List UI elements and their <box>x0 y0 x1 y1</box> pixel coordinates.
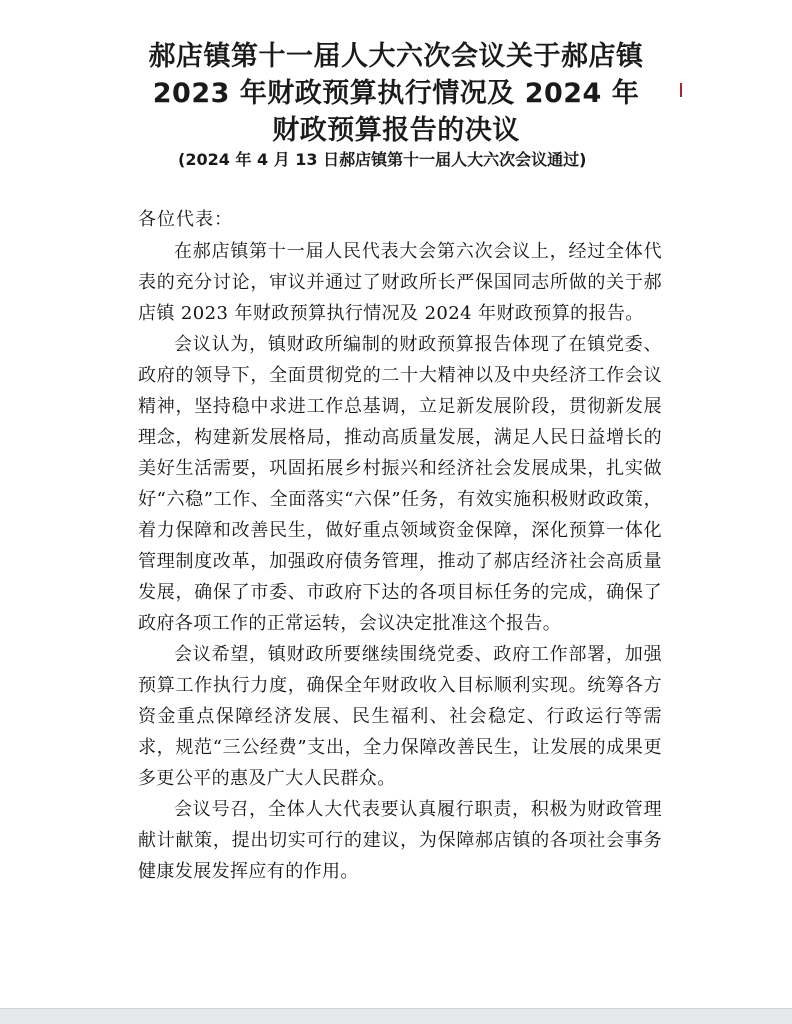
document-title-line-3: 财政预算报告的决议 <box>272 115 520 146</box>
document-body <box>138 236 662 887</box>
paragraph-1: 在郝店镇第十一届人民代表大会第六次会议上，经过全体代表的充分讨论，审议并通过了财政所长严保国同志所做的关于郝店镇 2023 年财政预算执行情况及 2024 年财政预算的报告。 <box>138 241 662 324</box>
viewer-bottom-bar <box>0 1008 792 1024</box>
paragraph-2: 会议认为，镇财政所编制的财政预算报告体现了在镇党委、政府的领导下，全面贯彻党的二十大精神以及中央经济工作会议精神，坚持稳中求进工作总基调，立足新发展阶段，贯彻新发展理念，构建新发展格局，推动高质量发展，满足人民日益增长的美好生活需要，巩固拓展乡村振兴和经济社会发展成果，扎实做好“六稳”工作、全面落实“六保”任务，有效实施积极财政政策，着力保障和改善民生，做好重点领域资金保障，深化预算一体化管理制度改革，加强政府债务管理，推动了郝店经济社会高质量发展，确保了市委、市政府下达的各项目标任务的完成，确保了政府各项工作的正常运转，会议决定批准这个报告。 <box>138 334 662 634</box>
document-subtitle: (2024 年 4 月 13 日郝店镇第十一届人大六次会议通过) <box>178 150 587 169</box>
margin-mark <box>680 83 682 97</box>
paragraph-3: 会议希望，镇财政所要继续围绕党委、政府工作部署，加强预算工作执行力度，确保全年财政收入目标顺利实现。统筹各方资金重点保障经济发展、民生福利、社会稳定、行政运行等需求，规范“三公经费”支出，全力保障改善民生，让发展的成果更多更公平的惠及广大人民群众。 <box>138 644 662 789</box>
paragraph-4: 会议号召，全体人大代表要认真履行职责，积极为财政管理献计献策，提出切实可行的建议，为保障郝店镇的各项社会事务健康发展发挥应有的作用。 <box>138 799 662 882</box>
salutation: 各位代表： <box>138 209 233 230</box>
document-title-line-1: 郝店镇第十一届人大六次会议关于郝店镇 <box>148 41 644 72</box>
document-title-line-2: 2023 年财政预算执行情况及 2024 年 <box>152 78 640 109</box>
